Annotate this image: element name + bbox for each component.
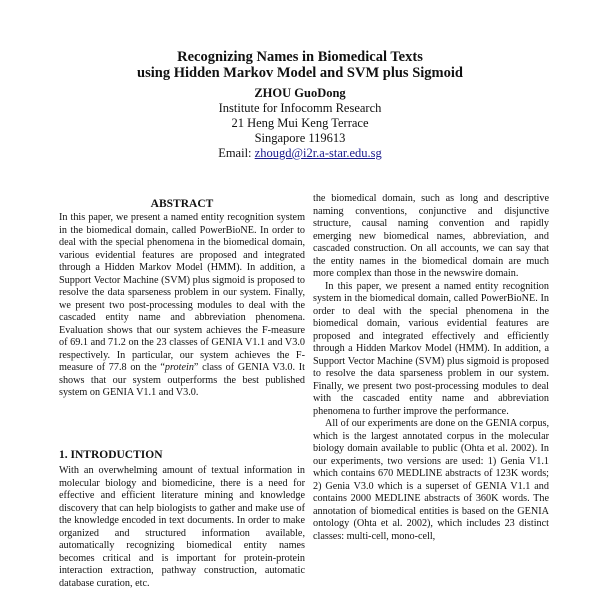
email-label: Email: <box>218 146 255 160</box>
right-paragraph-3: All of our experiments are done on the GENIA corpus, which is the largest annotated corpus in the molecular biology domain available to public (Ohta et al. 2002). In our experiments, two versions are used: 1) Genia V1.1 which contains 670 MEDLINE abstracts of 123K words; 2) Genia V3.0 which is a superset of GENIA V1.1 and contains 2000 MEDLINE abstracts of 360K words. The annotation of biomedical entities is based on the GENIA ontology (Ohta et al. 2002), which includes 23 distinct classes: multi-cell, mono-cell, <box>313 418 549 542</box>
intro-heading: 1. INTRODUCTION <box>59 449 163 461</box>
email-link[interactable]: zhougd@i2r.a-star.edu.sg <box>254 146 382 160</box>
abstract-heading: ABSTRACT <box>150 198 214 210</box>
right-column <box>313 193 549 543</box>
right-paragraph-2: In this paper, we present a named entity recognition system in the biomedical domain, called PowerBioNE. In order to deal with the special phenomena in the biomedical domain, various evidential features are proposed and integrated effectively and efficiently through a Hidden Markov Model (HMM). In addition, a Support Vector Machine (SVM) plus sigmoid is proposed to resolve the data sparseness problem in our system. Finally, we present two post-processing modules to deal with the cascaded entity name and abbreviation phenomena to further improve the performance. <box>313 280 549 417</box>
abstract-text-a: In this paper, we present a named entity recognition system in the biomedical domain, called PowerBioNE. In order to deal with the special phenomena in the biomedical domain, various evidential features are proposed and integrated through a Hidden Markov Model (HMM). In addition, a Support Vector Machine (SVM) plus sigmoid is proposed to resolve the data sparseness problem in our system. Finally, we present two post-processing modules to deal with the cascaded entity name and abbreviation phenomena. Evaluation shows that our system achieves the F-measure of 69.1 and 71.2 on the 23 classes of GENIA V1.1 and V3.0 respectively. In particular, our system achieves the F-measure of 77.8 on the “ <box>59 212 305 373</box>
title-line-2: using Hidden Markov Model and SVM plus Sigmoid <box>137 65 463 81</box>
abstract-body <box>59 212 305 400</box>
intro-body <box>59 465 305 590</box>
author-email-line <box>0 146 600 161</box>
author-address-line-1: 21 Heng Mui Keng Terrace <box>231 116 369 130</box>
author-block <box>0 86 600 161</box>
author-name: ZHOU GuoDong <box>254 86 346 100</box>
title-line-1: Recognizing Names in Biomedical Texts <box>177 49 423 65</box>
paper-title <box>0 49 600 81</box>
abstract-text-b: ” class of GENIA V3.0. It shows that our system outperforms the best published system on GENIA V1.1 and V3.0. <box>59 362 305 398</box>
author-address-line-2: Singapore 119613 <box>254 131 346 145</box>
right-paragraph-1: the biomedical domain, such as long and descriptive naming conventions, conjunctive and disjunctive structure, causal naming convention and rapidly emerging new biomedical names, abbreviation, and cascaded construction. On all accounts, we can say that the entity names in the biomedical domain are much more complex than those in the newswire domain. <box>313 193 549 279</box>
abstract-text-em: protein <box>164 362 194 373</box>
intro-paragraph: With an overwhelming amount of textual information in molecular biology and biomedicine, there is a need for effective and efficient literature mining and knowledge discovery that can help biologists to gather and make use of the knowledge encoded in text documents. In order to make organized and structured information available, automatically recognizing biomedical entity names becomes critical and is important for protein-protein interaction extraction, pathway construction, automatic database curation, etc. <box>59 465 305 589</box>
author-affiliation: Institute for Infocomm Research <box>218 101 382 115</box>
